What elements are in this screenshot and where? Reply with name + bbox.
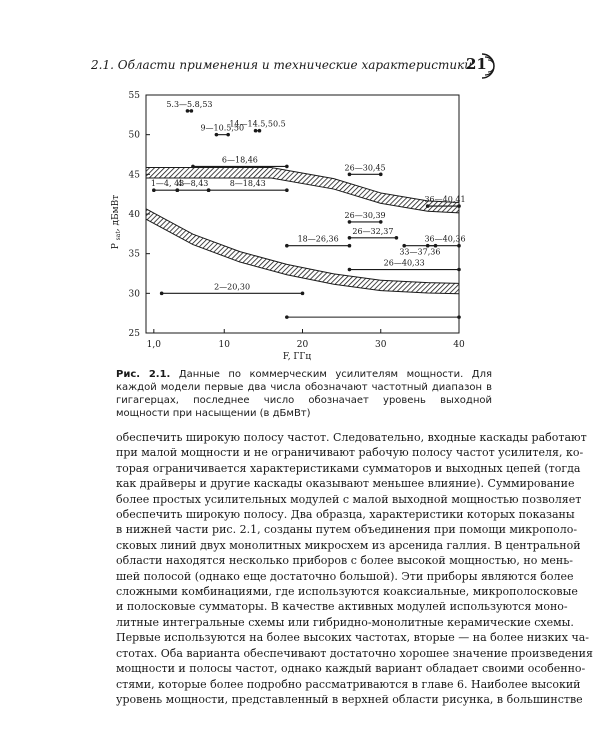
- segment-label: 14—14.5,50.5: [229, 119, 286, 129]
- body-line: мощности и полосы частот, однако каждый вариант обладает своими особенно-: [116, 662, 586, 676]
- y-tick-label: 25: [128, 329, 140, 339]
- y-axis-label-unit: , дБмВт: [111, 194, 121, 232]
- power-frequency-chart: [0, 0, 600, 368]
- body-line: шей полосой (однако еще достаточно большой). Эти приборы являются более: [116, 569, 574, 583]
- segment-label: 4—8,43: [177, 179, 209, 189]
- x-tick-label: 20: [296, 340, 309, 350]
- segment-end-dot: [186, 109, 190, 113]
- segment-end-dot: [379, 173, 383, 177]
- body-line: стями, которые более подробно рассматриваются в главе 6. Наиболее высокий: [116, 677, 581, 691]
- segment-end-dot: [176, 188, 180, 192]
- body-line: более простых усилительных модулей с малой выходной мощностью позволяет: [116, 492, 582, 506]
- body-line: сковых линий двух монолитных микросхем из арсенида галлия. В центральной: [116, 538, 581, 552]
- segment-end-dot: [215, 133, 219, 137]
- segment-end-dot: [191, 165, 195, 169]
- segment-label: 8—18,43: [229, 179, 266, 189]
- segment-label: 26—32,37: [352, 226, 394, 236]
- segment-end-dot: [426, 204, 430, 208]
- segment-label: 1—4, 43: [150, 179, 185, 189]
- segment-label: 18—26,36: [297, 234, 339, 244]
- segment-end-dot: [285, 165, 289, 169]
- page-number: 21: [466, 55, 487, 73]
- body-line: литные интегральные схемы или гибридно-монолитные керамические схемы.: [116, 615, 574, 629]
- segment-end-dot: [348, 268, 352, 272]
- body-line: и полосковые сумматоры. В качестве активных модулей используются моно-: [116, 600, 568, 614]
- segment-end-dot: [160, 292, 164, 296]
- header-title: 2.1. Области применения и технические характеристики: [91, 58, 472, 72]
- segment-end-dot: [348, 236, 352, 240]
- segment-end-dot: [207, 188, 211, 192]
- segment-end-dot: [254, 129, 258, 133]
- body-line: обеспечить широкую полосу. Два образца, характеристики которых показаны: [116, 508, 575, 522]
- segment-label: 36—40,41: [424, 195, 466, 205]
- segment-end-dot: [258, 129, 262, 133]
- segment-end-dot: [301, 292, 305, 296]
- segment-end-dot: [348, 220, 352, 224]
- segment-end-dot: [395, 236, 399, 240]
- segment-label: 33—37,36: [399, 247, 441, 257]
- body-line: торая ограничивается характеристиками сумматоров и выходных цепей (тогда: [116, 461, 581, 475]
- x-axis-label: F, ГГц: [282, 352, 312, 362]
- segment-label: 26—30,39: [344, 210, 386, 220]
- figure-caption: [116, 368, 492, 420]
- segment-label: 26—40,33: [383, 258, 425, 268]
- segment-label: 6—18,46: [221, 155, 258, 165]
- body-line: обеспечить широкую полосу частот. Следовательно, входные каскады работают: [116, 431, 587, 444]
- segment-end-dot: [285, 315, 289, 319]
- y-axis-label-sub: sat: [115, 231, 122, 241]
- segment-label: 36—40,36: [424, 234, 466, 244]
- body-line: при малой мощности и не ограничивают рабочую полосу частот усилителя, ко-: [116, 446, 584, 460]
- caption-label: Рис. 2.1.: [116, 369, 171, 380]
- x-tick-label: 1,0: [146, 340, 161, 350]
- segment-end-dot: [348, 173, 352, 177]
- segment-end-dot: [285, 188, 289, 192]
- body-line: уровень мощности, представленный в верхней области рисунка, в большинстве: [116, 692, 583, 706]
- x-tick-label: 10: [218, 340, 230, 350]
- body-line: стотах. Оба варианта обеспечивают достаточно хорошее значение произведения: [116, 646, 593, 660]
- body-line: как драйверы и другие каскады оказывают меньшее влияние). Суммирование: [116, 477, 575, 491]
- segment-label: 9—10.5,50: [200, 123, 245, 133]
- segment-label: 5.3—5.8,53: [166, 99, 213, 109]
- y-tick-label: 35: [128, 249, 140, 260]
- segment-end-dot: [190, 109, 194, 113]
- y-tick-label: 55: [128, 91, 140, 101]
- body-paragraph: [116, 430, 593, 707]
- segment-end-dot: [348, 244, 352, 248]
- segment-end-dot: [226, 133, 230, 137]
- body-line: в нижней части рис. 2.1, созданы путем объединения при помощи микрополо-: [116, 523, 578, 537]
- segment-end-dot: [379, 220, 383, 224]
- segment-end-dot: [152, 188, 156, 192]
- y-tick-label: 50: [128, 130, 140, 141]
- segment-end-dot: [285, 244, 289, 248]
- body-line: сложными комбинациями, где используются коаксиальные, микрополосковые: [116, 585, 578, 599]
- x-tick-label: 30: [375, 340, 387, 350]
- y-tick-label: 40: [128, 210, 140, 220]
- y-axis-label: P $_{sat}$, дБмВт: [111, 194, 122, 250]
- body-line: Первые используются на более высоких частотах, вторые — на более низких ча-: [116, 631, 590, 645]
- plot-frame: [146, 95, 459, 333]
- caption-text: Данные по коммерческим усилителям мощности. Для каждой модели первые два числа обозначают частотный диапазон в гигагерцах, последнее число обозначает уровень выходной мощности при насыщении (в дБмВт): [116, 369, 493, 419]
- segment-label: 2—20,30: [214, 282, 251, 292]
- x-tick-label: 40: [453, 340, 465, 350]
- y-tick-label: 45: [128, 170, 140, 181]
- segment-label: 26—30,45: [344, 163, 386, 173]
- y-tick-label: 30: [128, 289, 140, 300]
- body-line: области находятся несколько приборов с более высокой мощностью, но мень-: [116, 554, 573, 568]
